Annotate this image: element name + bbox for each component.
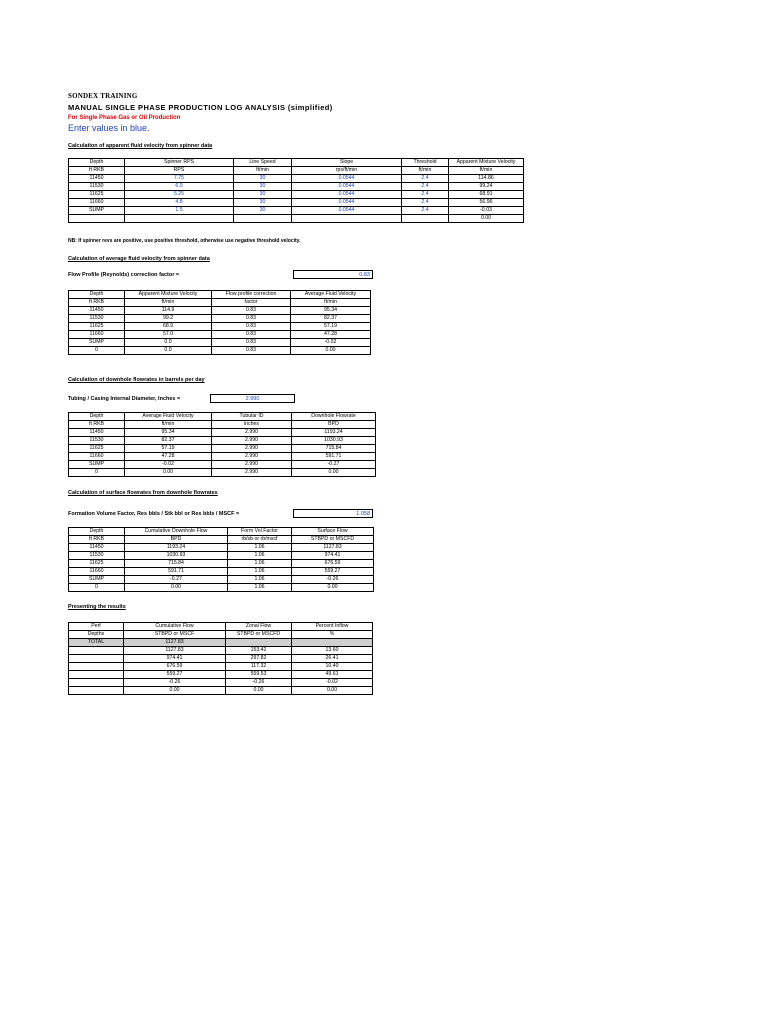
cell: 0.00 [125,469,212,477]
velocity-cell: 114.86 [449,175,524,183]
col-header: Depth [69,413,125,421]
col-unit: STBPD or MSCFD [226,631,292,639]
table-row [69,437,376,445]
perf-depth-input[interactable] [69,679,124,687]
cell: -0.26 [292,576,374,584]
section3-title: Calculation of downhole flowrates in barrels per day [68,377,205,383]
col-header: Percent Inflow [292,623,373,631]
depth-cell: 11660 [69,568,125,576]
table-row [69,655,373,663]
table-row [69,584,374,592]
cell: -0.26 [124,679,226,687]
cell: 1030.93 [125,552,228,560]
linespeed-input[interactable]: 30 [234,199,292,207]
cell: 0.00 [292,469,376,477]
col-header: Threshold [402,159,449,167]
cell: 0.0 [125,347,212,355]
depth-cell: 11530 [69,552,125,560]
col-header: Cumulative Downhole Flow [125,528,228,536]
depth-cell: 11625 [69,191,125,199]
table-row [69,331,371,339]
cell: 0.00 [291,347,371,355]
cell: -0.02 [292,679,373,687]
spinner-input[interactable]: 6.9 [125,183,234,191]
col-unit: ft RKB [69,167,125,175]
cell: 2.990 [212,437,292,445]
cell: 99.2 [125,315,212,323]
perf-depth-input[interactable] [69,655,124,663]
cell: 974.41 [124,655,226,663]
table-row [69,663,373,671]
spinner-input[interactable]: 1.5 [125,207,234,215]
perf-depth-input[interactable] [69,687,124,695]
col-unit: rps/ft/min [292,167,402,175]
cell: 47.28 [125,453,212,461]
col-header: Apparent Mixture Velocity [449,159,524,167]
table-row [69,315,371,323]
section2-title: Calculation of average fluid velocity from spinner data [68,256,210,262]
table-row [69,323,371,331]
section4-header-row [69,528,374,536]
slope-input[interactable]: 0.0544 [292,183,402,191]
section4-table [68,527,374,592]
perf-depth-input[interactable] [69,647,124,655]
depth-cell: 11625 [69,323,125,331]
col-unit: ft/min [234,167,292,175]
linespeed-input[interactable]: 30 [234,175,292,183]
cell: 1.06 [228,576,292,584]
col-unit: STBPD or MSCF [124,631,226,639]
fvf-input[interactable]: 1.058 [293,509,373,518]
table-row [69,453,376,461]
col-unit: ft/min [125,421,212,429]
table-row [69,445,376,453]
slope-input[interactable]: 0.0544 [292,175,402,183]
table-row [69,687,373,695]
section3-table [68,412,376,477]
section3-units-row [69,421,376,429]
threshold-input[interactable]: 2.4 [402,175,449,183]
cell: 974.41 [292,552,374,560]
tubing-id-input[interactable]: 2.990 [210,394,295,403]
cell: 0.83 [212,331,291,339]
col-header: Line Speed [234,159,292,167]
cell: 2.990 [212,469,292,477]
cell: 1193.24 [125,544,228,552]
table-row [69,647,373,655]
col-unit: ft/min [402,167,449,175]
section2-header-row [69,291,371,299]
perf-depth-input[interactable] [69,663,124,671]
col-unit: ft RKB [69,299,125,307]
cell: 2.990 [212,461,292,469]
col-unit: ft RKB [69,536,125,544]
linespeed-input[interactable]: 30 [234,207,292,215]
section2-units-row [69,299,371,307]
total-row [69,639,373,647]
col-unit: BPD [125,536,228,544]
threshold-input[interactable]: 2.4 [402,191,449,199]
report-title: SONDEX TRAINING [68,92,138,100]
cell: 26.41 [292,655,373,663]
empty-cell [234,215,292,223]
cell: 0.83 [212,339,291,347]
table-row [69,469,376,477]
cell: 0.83 [212,323,291,331]
depth-cell [69,215,125,223]
table-row [69,215,524,223]
section1-header-row [69,159,524,167]
cell: 117.32 [226,663,292,671]
depth-cell: SUMP [69,576,125,584]
cell: -0.02 [125,461,212,469]
col-unit: inches [212,421,292,429]
depth-cell: 11450 [69,544,125,552]
col-header: Slope [292,159,402,167]
cell: 559.53 [226,671,292,679]
col-unit: ft RKB [69,421,125,429]
linespeed-input[interactable]: 30 [234,183,292,191]
section2-table [68,290,371,355]
cell: 57.0 [125,331,212,339]
section4-units-row [69,536,374,544]
col-header: Depth [69,159,125,167]
cell: 82.37 [125,437,212,445]
cell: 591.71 [292,453,376,461]
flow-profile-input[interactable]: 0.83 [293,270,373,279]
depth-cell: 11530 [69,437,125,445]
depth-cell: 11660 [69,331,125,339]
velocity-cell: 56.96 [449,199,524,207]
spinner-input[interactable]: 7.75 [125,175,234,183]
empty-cell [292,639,373,647]
col-header: Depth [69,291,125,299]
col-header: Tubular ID [212,413,292,421]
col-unit: ft/min [449,167,524,175]
table-row [69,560,374,568]
col-header: Apparent Mixture Velocity [125,291,212,299]
cell: 1193.24 [292,429,376,437]
velocity-cell: 0.00 [449,215,524,223]
cell: 0.00 [124,687,226,695]
col-header: Average Fluid Velocity [125,413,212,421]
col-header: Zonal Flow [226,623,292,631]
tubing-id-label: Tubing / Casing Internal Diameter, Inches = [68,396,181,402]
cell: 57.19 [125,445,212,453]
section1-title: Calculation of apparent fluid velocity from spinner data [68,143,213,149]
cell: 82.37 [291,315,371,323]
cell: 297.82 [226,655,292,663]
cell: -0.26 [226,679,292,687]
depth-cell: 0 [69,469,125,477]
results-units-row [69,631,373,639]
cell: 715.84 [125,560,228,568]
cell: 0.83 [212,315,291,323]
empty-cell [402,215,449,223]
report-subtitle: MANUAL SINGLE PHASE PRODUCTION LOG ANALYSIS (simplified) [68,103,333,112]
cell: 0.00 [226,687,292,695]
empty-cell [292,215,402,223]
slope-input[interactable]: 0.0544 [292,207,402,215]
col-header: Spinner RPS [125,159,234,167]
cell: 114.9 [125,307,212,315]
col-unit: Depths [69,631,124,639]
cell: 676.59 [124,663,226,671]
col-header: Average Fluid Velocity [291,291,371,299]
slope-input[interactable]: 0.0544 [292,199,402,207]
threshold-input[interactable]: 2.4 [402,207,449,215]
col-unit: RPS [125,167,234,175]
col-unit: rb/sb or rb/mscf [228,536,292,544]
cell: 1127.83 [124,647,226,655]
cell: 2.990 [212,429,292,437]
col-unit: factor [212,299,291,307]
depth-cell: 11660 [69,199,125,207]
cell: 676.59 [292,560,374,568]
depth-cell: 11450 [69,307,125,315]
table-row [69,461,376,469]
table-row [69,199,524,207]
cell: 1030.93 [292,437,376,445]
spinner-input[interactable]: 5.25 [125,191,234,199]
flow-profile-label: Flow Profile (Reynolds) correction factor = [68,272,180,278]
linespeed-input[interactable]: 30 [234,191,292,199]
depth-cell: 11530 [69,183,125,191]
cell: 13.60 [292,647,373,655]
section4-title: Calculation of surface flowrates from downhole flowrates [68,490,218,496]
depth-cell: 0 [69,347,125,355]
col-unit: % [292,631,373,639]
col-unit: ft/min [125,299,212,307]
cell: 95.34 [125,429,212,437]
col-header: Surface Flow [292,528,374,536]
cell: 1.06 [228,584,292,592]
empty-cell [125,215,234,223]
table-row [69,544,374,552]
table-row [69,568,374,576]
cell: 591.71 [125,568,228,576]
table-row [69,347,371,355]
depth-cell: 11625 [69,445,125,453]
col-header: Depth [69,528,125,536]
table-row [69,307,371,315]
cell: 715.84 [292,445,376,453]
blue-note: Enter values in blue. [68,123,150,133]
cell: 559.27 [292,568,374,576]
depth-cell: 11625 [69,560,125,568]
velocity-cell: 99.24 [449,183,524,191]
cell: -0.02 [291,339,371,347]
cell: 559.27 [124,671,226,679]
section1-table [68,158,524,223]
cell: 1.06 [228,544,292,552]
cell: 2.990 [212,445,292,453]
depth-cell: 11530 [69,315,125,323]
cell: 153.42 [226,647,292,655]
col-header: Perf [69,623,124,631]
fvf-label: Formation Volume Factor, Res bbls / Stk bbl or Res bbls / MSCF = [68,511,240,517]
cell: 1.06 [228,552,292,560]
depth-cell: 11450 [69,429,125,437]
cell: 1.06 [228,560,292,568]
velocity-cell: 68.91 [449,191,524,199]
results-table [68,622,373,695]
table-row [69,183,524,191]
table-row [69,339,371,347]
table-row [69,679,373,687]
total-value: 1127.83 [124,639,226,647]
results-header-row [69,623,373,631]
cell: 47.28 [291,331,371,339]
col-unit: STBPD or MSCFD [292,536,374,544]
slope-input[interactable]: 0.0544 [292,191,402,199]
cell: 57.19 [291,323,371,331]
cell: 0.83 [212,347,291,355]
col-header: Flow profile correction [212,291,291,299]
table-row [69,671,373,679]
cell: 0.00 [125,584,228,592]
threshold-input[interactable]: 2.4 [402,199,449,207]
table-row [69,175,524,183]
empty-cell [226,639,292,647]
col-unit: ft/min [291,299,371,307]
depth-cell: 11660 [69,453,125,461]
cell: 95.34 [291,307,371,315]
cell: 1127.83 [292,544,374,552]
depth-cell: 11450 [69,175,125,183]
depth-cell: 0 [69,584,125,592]
cell: -0.27 [125,576,228,584]
perf-depth-input[interactable] [69,671,124,679]
cell: 1.06 [228,568,292,576]
cell: 2.990 [212,453,292,461]
threshold-note: NB: If spinner revs are positive, use positive threshold, otherwise use negative threshold velocity. [68,238,301,244]
spinner-input[interactable]: 4.8 [125,199,234,207]
cell: 49.61 [292,671,373,679]
velocity-cell: -0.03 [449,207,524,215]
cell: 10.40 [292,663,373,671]
col-header: Downhole Flowrate [292,413,376,421]
cell: 68.9 [125,323,212,331]
col-unit: BPD [292,421,376,429]
depth-cell: SUMP [69,461,125,469]
cell: 0.00 [292,687,373,695]
col-header: Cumulative Flow [124,623,226,631]
depth-cell: SUMP [69,339,125,347]
section5-title: Presenting the results [68,604,126,610]
total-label: TOTAL [69,639,124,647]
table-row [69,429,376,437]
table-row [69,207,524,215]
col-header: Form Vol Factor [228,528,292,536]
depth-cell: SUMP [69,207,125,215]
table-row [69,576,374,584]
table-row [69,191,524,199]
threshold-input[interactable]: 2.4 [402,183,449,191]
section3-header-row [69,413,376,421]
table-row [69,552,374,560]
cell: 0.83 [212,307,291,315]
cell: 0.0 [125,339,212,347]
cell: 0.00 [292,584,374,592]
cell: -0.27 [292,461,376,469]
red-note: For Single Phase Gas or Oil Production [68,115,181,121]
section1-units-row [69,167,524,175]
